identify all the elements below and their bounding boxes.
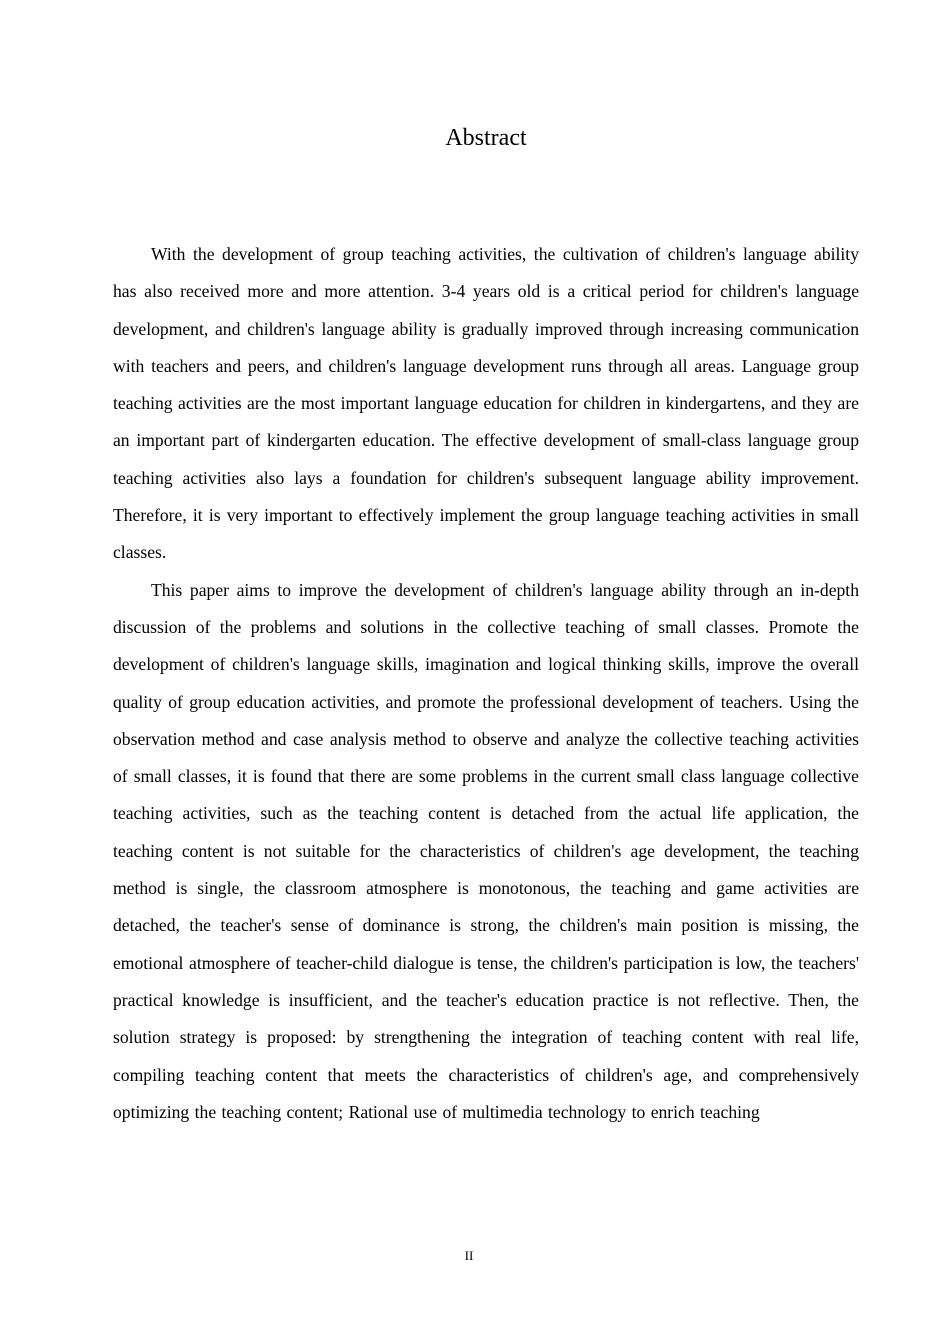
abstract-body xyxy=(113,236,859,1131)
page-title: Abstract xyxy=(445,125,527,151)
abstract-paragraph-2: This paper aims to improve the development of children's language ability through an in-depth discussion of the problems and solutions in the collective teaching of small classes. Promote the development of children's language skills, imagination and logical thinking skills, improve the overall quality of group education activities, and promote the professional development of teachers. Using the observation method and case analysis method to observe and analyze the collective teaching activities of small classes, it is found that there are some problems in the current small class language collective teaching activities, such as the teaching content is detached from the actual life application, the teaching content is not suitable for the characteristics of children's age development, the teaching method is single, the classroom atmosphere is monotonous, the teaching and game activities are detached, the teacher's sense of dominance is strong, the children's main position is missing, the emotional atmosphere of teacher-child dialogue is tense, the children's participation is low, the teachers' practical knowledge is insufficient, and the teacher's education practice is not reflective. Then, the solution strategy is proposed: by strengthening the integration of teaching content with real life, compiling teaching content that meets the characteristics of children's age, and comprehensively optimizing the teaching content; Rational use of multimedia technology to enrich teaching xyxy=(113,579,859,1122)
abstract-paragraph-1: With the development of group teaching activities, the cultivation of children's language ability has also received more and more attention. 3-4 years old is a critical period for children's language development, and children's language ability is gradually improved through increasing communication with teachers and peers, and children's language development runs through all areas. Language group teaching activities are the most important language education for children in kindergartens, and they are an important part of kindergarten education. The effective development of small-class language group teaching activities also lays a foundation for children's subsequent language ability improvement. Therefore, it is very important to effectively implement the group language teaching activities in small classes. xyxy=(113,244,859,563)
page-number: II xyxy=(464,1248,474,1263)
